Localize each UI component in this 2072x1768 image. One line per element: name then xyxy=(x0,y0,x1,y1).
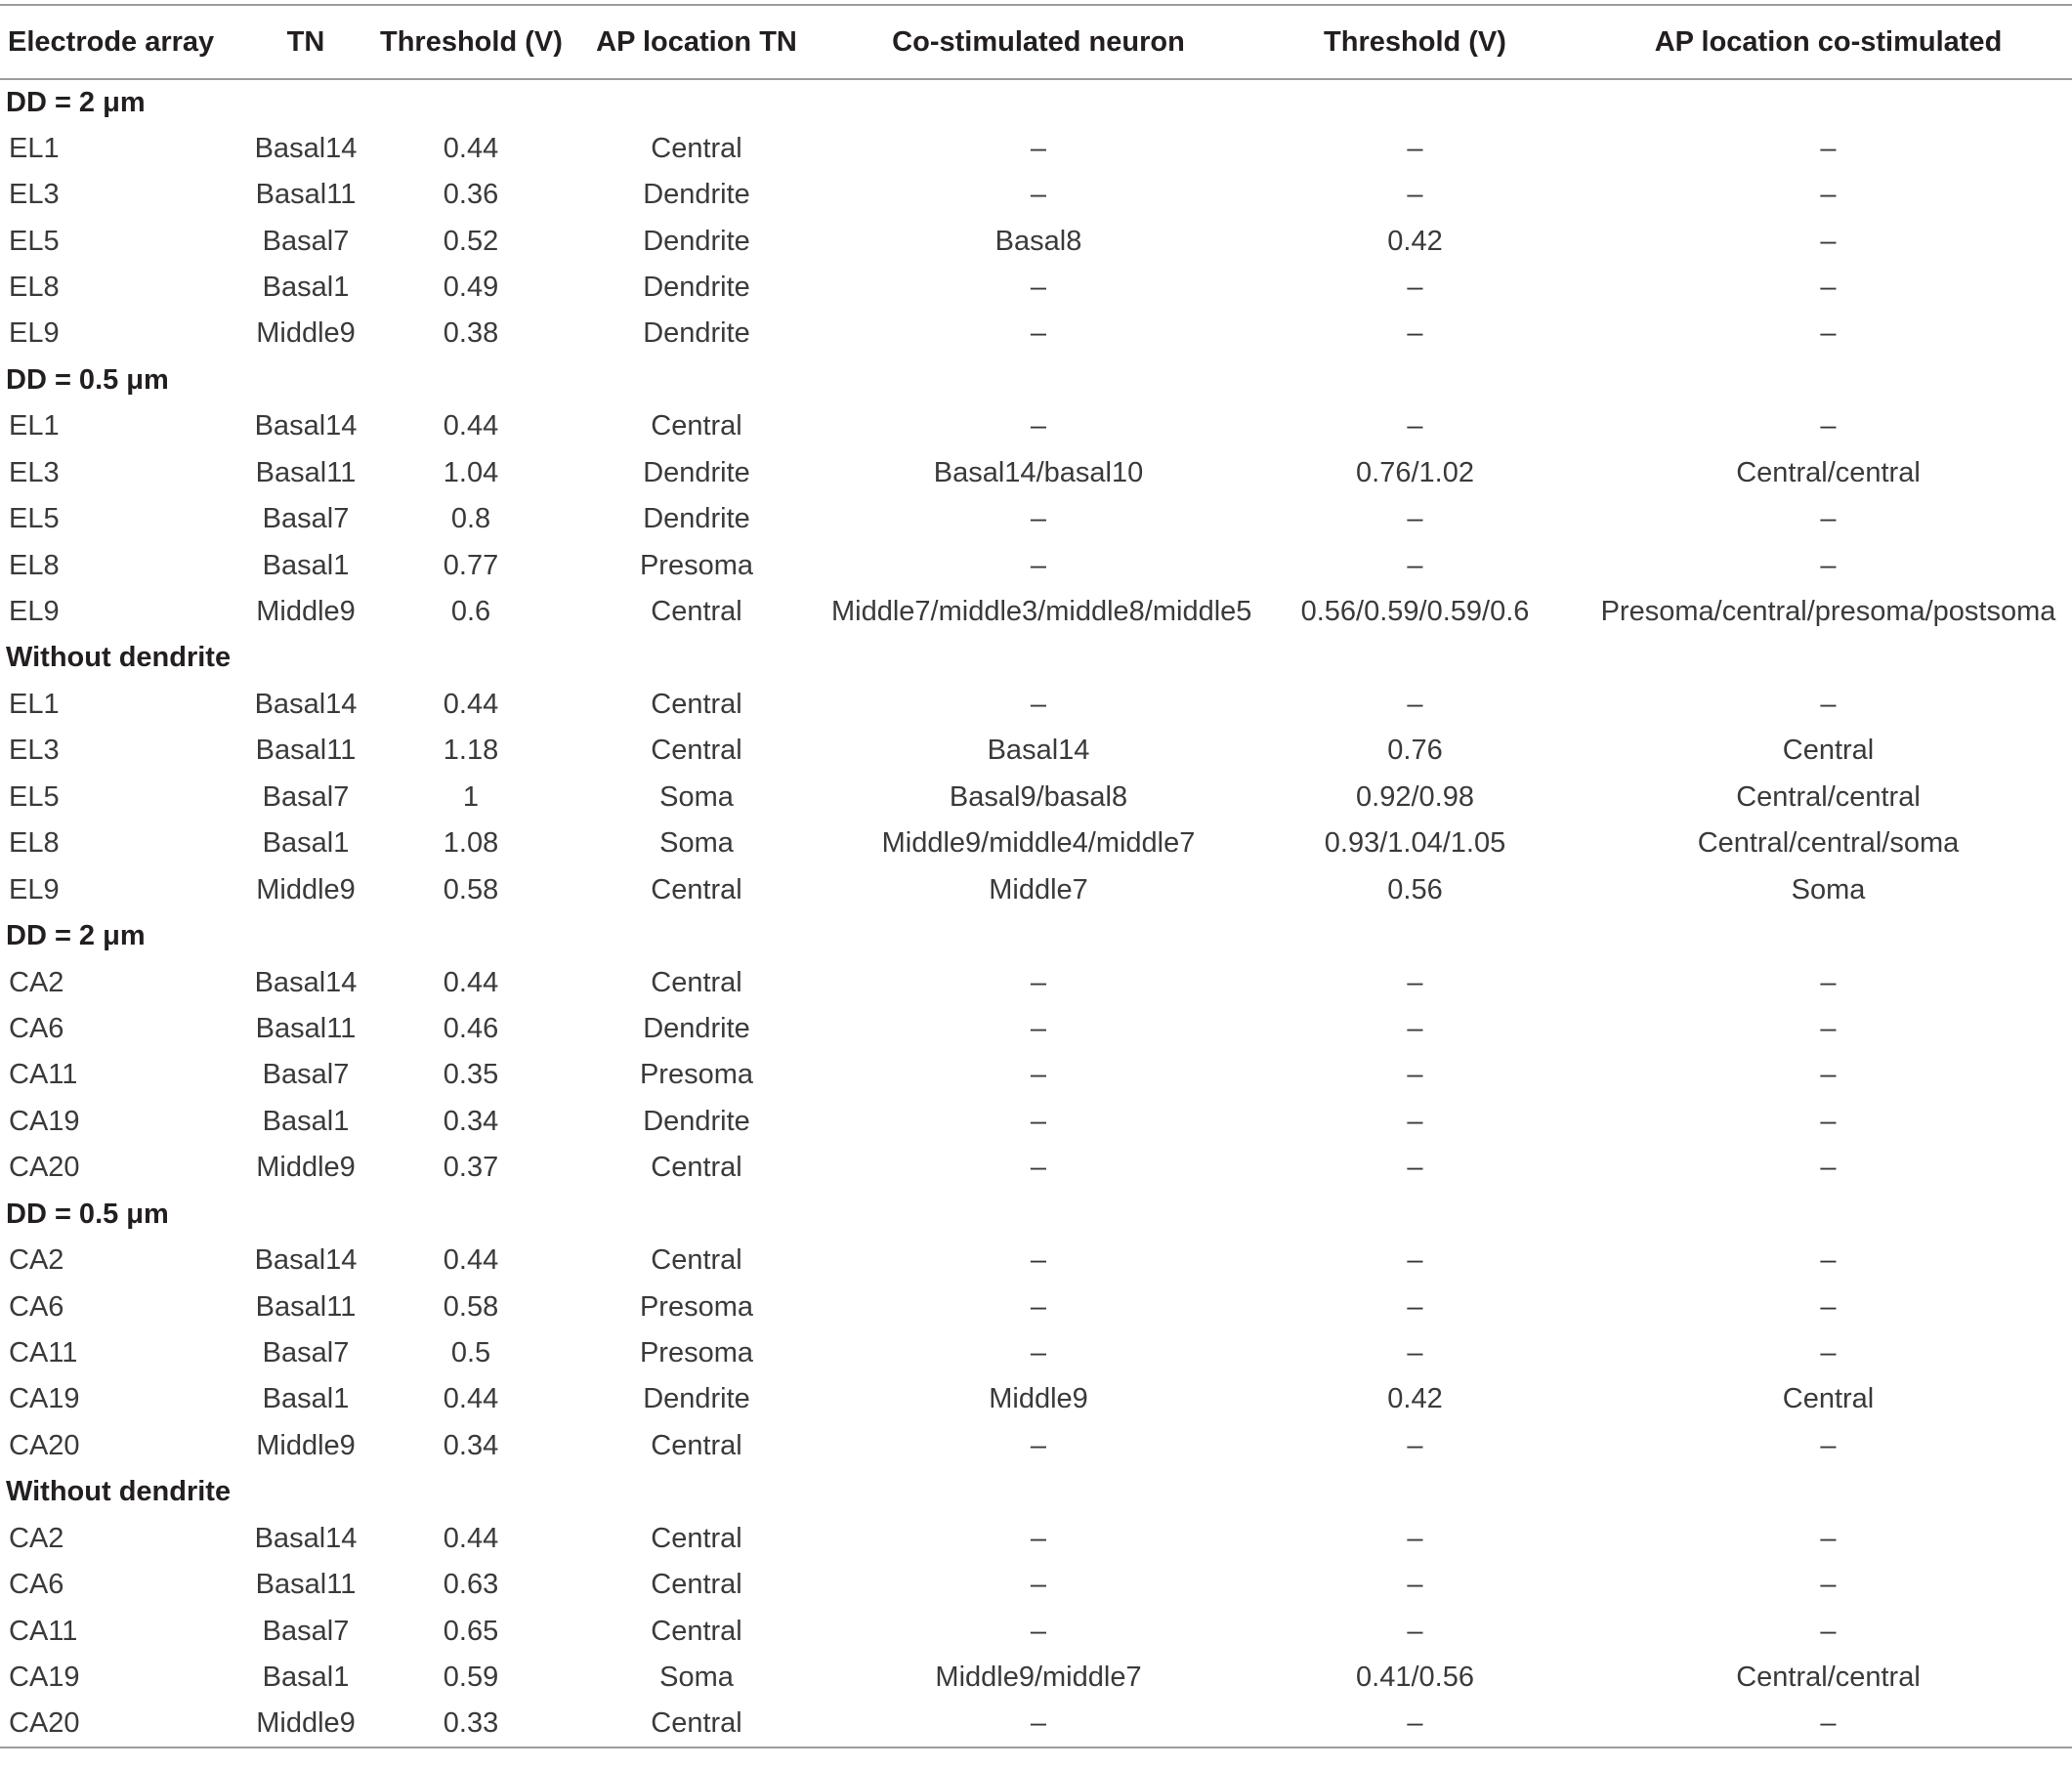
cell-threshold-tn: 0.44 xyxy=(443,1522,499,1554)
cell-electrode: CA6 xyxy=(9,1012,64,1044)
cell-ap-location-tn: Central xyxy=(651,1429,742,1461)
cell-tn: Basal1 xyxy=(262,1662,350,1694)
cell-threshold-tn: 0.6 xyxy=(450,596,491,628)
cell-threshold-co-stimulated: 0.93/1.04/1.05 xyxy=(1324,827,1506,860)
cell-threshold-co-stimulated: – xyxy=(1246,1701,1585,1747)
table-row xyxy=(0,311,2072,357)
cell-tn: Middle9 xyxy=(256,317,356,350)
cell-threshold-co-stimulated: – xyxy=(1407,549,1423,581)
cell-tn: Basal11 xyxy=(255,1012,357,1044)
cell-threshold-co-stimulated: 0.76/1.02 xyxy=(1356,456,1474,488)
table-row xyxy=(0,1238,2072,1284)
cell-ap-location-co-stimulated: Central xyxy=(1782,735,1875,767)
table-row xyxy=(0,1608,2072,1654)
cell-tn: Basal7 xyxy=(262,1059,350,1091)
cell-electrode: CA11 xyxy=(9,1337,78,1369)
cell-threshold-co-stimulated: – xyxy=(1407,503,1423,535)
table-row xyxy=(0,172,2072,218)
cell-electrode: EL8 xyxy=(9,827,60,860)
cell-threshold-tn: 0.49 xyxy=(443,271,499,303)
cell-threshold-co-stimulated: 0.76 xyxy=(1387,735,1443,767)
cell-electrode: CA20 xyxy=(9,1152,80,1184)
cell-electrode: EL1 xyxy=(9,410,60,442)
cell-ap-location-co-stimulated: – xyxy=(1820,271,1837,303)
table-header xyxy=(0,5,2072,79)
cell-co-stimulated-neuron: – xyxy=(1030,1290,1047,1323)
cell-threshold-tn: 0.35 xyxy=(443,1059,499,1091)
table-row xyxy=(0,1701,2072,1747)
cell-threshold-co-stimulated: – xyxy=(1407,1522,1423,1554)
cell-ap-location-tn: Dendrite xyxy=(643,317,750,350)
cell-threshold-tn: 0.77 xyxy=(443,549,499,581)
table-row xyxy=(0,1562,2072,1608)
cell-ap-location-tn: Presoma xyxy=(639,1059,754,1091)
cell-threshold-tn: 0.34 xyxy=(443,1429,499,1461)
cell-threshold-co-stimulated: 0.42 xyxy=(1387,1383,1443,1415)
threshold-table xyxy=(0,4,2072,1748)
cell-co-stimulated-neuron: – xyxy=(831,1701,1246,1747)
cell-co-stimulated-neuron: – xyxy=(1030,1337,1047,1369)
cell-tn: Basal14 xyxy=(254,1244,358,1277)
cell-electrode: CA19 xyxy=(9,1383,80,1415)
cell-threshold-co-stimulated: 0.41/0.56 xyxy=(1356,1662,1474,1694)
cell-ap-location-co-stimulated: – xyxy=(1820,1290,1837,1323)
cell-co-stimulated-neuron: – xyxy=(1030,317,1047,350)
cell-co-stimulated-neuron: Basal9/basal8 xyxy=(949,780,1128,813)
section-header-row xyxy=(0,79,2072,125)
cell-threshold-tn: 1 xyxy=(462,780,480,813)
cell-tn: Basal11 xyxy=(255,1569,357,1601)
cell-threshold-co-stimulated: – xyxy=(1407,317,1423,350)
cell-threshold-co-stimulated: – xyxy=(1407,132,1423,164)
cell-threshold-co-stimulated: – xyxy=(1407,688,1423,720)
section-header-row xyxy=(0,913,2072,959)
cell-ap-location-co-stimulated: Presoma/central/presoma/postsoma xyxy=(1600,596,2056,628)
cell-ap-location-co-stimulated: – xyxy=(1820,966,1837,998)
cell-co-stimulated-neuron: – xyxy=(1030,1152,1047,1184)
cell-electrode: EL8 xyxy=(9,549,60,581)
table-row xyxy=(0,218,2072,264)
cell-ap-location-co-stimulated: – xyxy=(1820,179,1837,211)
cell-co-stimulated-neuron: – xyxy=(1030,1615,1047,1647)
cell-co-stimulated-neuron: – xyxy=(1030,132,1047,164)
cell-ap-location-co-stimulated: Soma xyxy=(1791,873,1866,905)
cell-co-stimulated-neuron: Middle7 xyxy=(989,873,1088,905)
cell-co-stimulated-neuron: – xyxy=(1030,1012,1047,1044)
cell-electrode: EL9 xyxy=(9,873,60,905)
cell-ap-location-co-stimulated: – xyxy=(1820,317,1837,350)
cell-electrode: EL5 xyxy=(9,780,60,813)
cell-threshold-tn: 0.37 xyxy=(443,1152,499,1184)
cell-tn: Basal11 xyxy=(255,1290,357,1323)
cell-tn: Basal7 xyxy=(262,1337,350,1369)
cell-electrode: CA6 xyxy=(9,1290,64,1323)
cell-tn: Middle9 xyxy=(256,1429,356,1461)
cell-electrode: EL1 xyxy=(9,132,60,164)
cell-ap-location-co-stimulated: – xyxy=(1820,503,1837,535)
cell-threshold-tn: 0.44 xyxy=(443,1383,499,1415)
table-row xyxy=(0,1006,2072,1052)
section-header-row xyxy=(0,1192,2072,1238)
cell-ap-location-tn: Dendrite xyxy=(643,225,750,257)
table-row xyxy=(0,1099,2072,1145)
cell-ap-location-tn: Central xyxy=(651,1522,742,1554)
cell-ap-location-tn: Dendrite xyxy=(643,456,750,488)
cell-electrode: EL3 xyxy=(9,179,60,211)
cell-ap-location-co-stimulated: – xyxy=(1820,549,1837,581)
cell-ap-location-tn: Central xyxy=(651,1244,742,1277)
cell-threshold-tn: 0.65 xyxy=(443,1615,499,1647)
cell-ap-location-co-stimulated: – xyxy=(1820,1569,1837,1601)
cell-threshold-tn: 0.63 xyxy=(443,1569,499,1601)
cell-co-stimulated-neuron: – xyxy=(1030,271,1047,303)
cell-ap-location-co-stimulated: – xyxy=(1820,1429,1837,1461)
cell-tn: Basal11 xyxy=(255,735,357,767)
table-row xyxy=(0,496,2072,542)
cell-ap-location-co-stimulated: – xyxy=(1820,132,1837,164)
cell-ap-location-co-stimulated: – xyxy=(1820,1337,1837,1369)
cell-threshold-tn: 0.44 xyxy=(443,1244,499,1277)
cell-ap-location-co-stimulated: – xyxy=(1820,1059,1837,1091)
cell-threshold-co-stimulated: – xyxy=(1407,1105,1423,1137)
cell-ap-location-tn: Central xyxy=(651,1152,742,1184)
cell-electrode: CA2 xyxy=(9,1244,64,1277)
cell-tn: Middle9 xyxy=(256,873,356,905)
cell-threshold-tn: 0.44 xyxy=(443,132,499,164)
cell-tn: Basal14 xyxy=(254,1522,358,1554)
cell-ap-location-tn: Dendrite xyxy=(643,1383,750,1415)
cell-threshold-co-stimulated: – xyxy=(1407,1059,1423,1091)
cell-ap-location-co-stimulated: – xyxy=(1820,1012,1837,1044)
cell-tn: Basal1 xyxy=(262,827,350,860)
table-row xyxy=(0,542,2072,588)
cell-tn: Basal1 xyxy=(262,271,350,303)
cell-threshold-co-stimulated: 0.92/0.98 xyxy=(1356,780,1474,813)
cell-ap-location-tn: Dendrite xyxy=(643,503,750,535)
table-row xyxy=(0,1516,2072,1562)
cell-co-stimulated-neuron: – xyxy=(1030,966,1047,998)
section-header-row xyxy=(0,635,2072,681)
table-row xyxy=(0,821,2072,866)
cell-threshold-tn: 0.36 xyxy=(443,179,499,211)
cell-ap-location-co-stimulated: Central/central/soma xyxy=(1697,827,1960,860)
cell-threshold-co-stimulated: – xyxy=(1407,1337,1423,1369)
cell-threshold-co-stimulated: 0.42 xyxy=(1387,225,1443,257)
cell-co-stimulated-neuron: Middle9 xyxy=(989,1383,1088,1415)
cell-threshold-tn: 1.18 xyxy=(443,735,499,767)
cell-ap-location-tn: Central xyxy=(651,410,742,442)
cell-threshold-tn: 0.34 xyxy=(443,1105,499,1137)
cell-ap-location-co-stimulated: – xyxy=(1820,688,1837,720)
cell-ap-location-co-stimulated: Central xyxy=(1782,1383,1875,1415)
cell-electrode: EL3 xyxy=(9,456,60,488)
cell-co-stimulated-neuron: Middle9/middle7 xyxy=(935,1662,1142,1694)
section-title: Without dendrite xyxy=(6,642,232,674)
cell-ap-location-tn: Central xyxy=(651,1569,742,1601)
cell-ap-location-tn: Presoma xyxy=(639,1337,754,1369)
cell-threshold-co-stimulated: – xyxy=(1407,1290,1423,1323)
cell-co-stimulated-neuron: – xyxy=(1030,549,1047,581)
cell-electrode: CA6 xyxy=(9,1569,64,1601)
cell-ap-location-co-stimulated: Central/central xyxy=(1736,780,1921,813)
cell-tn: Basal14 xyxy=(254,688,358,720)
cell-electrode: EL8 xyxy=(9,271,60,303)
cell-ap-location-tn: Central xyxy=(651,1615,742,1647)
cell-threshold-tn: 0.44 xyxy=(443,966,499,998)
cell-threshold-co-stimulated: 0.56 xyxy=(1387,873,1443,905)
cell-co-stimulated-neuron: Basal8 xyxy=(994,225,1082,257)
table-row xyxy=(0,1052,2072,1098)
cell-tn: Basal14 xyxy=(254,132,358,164)
cell-tn: Basal1 xyxy=(262,549,350,581)
table-row xyxy=(0,403,2072,449)
cell-tn: Basal7 xyxy=(262,1615,350,1647)
cell-ap-location-tn: Soma xyxy=(659,827,734,860)
cell-threshold-tn: 0.8 xyxy=(450,503,491,535)
cell-co-stimulated-neuron: Middle9/middle4/middle7 xyxy=(881,827,1196,860)
cell-ap-location-tn: Central xyxy=(562,1701,831,1747)
cell-threshold-co-stimulated: – xyxy=(1407,410,1423,442)
cell-electrode: CA11 xyxy=(9,1615,78,1647)
section-title: DD = 2 μm xyxy=(6,86,146,118)
table-row xyxy=(0,1284,2072,1329)
cell-co-stimulated-neuron: – xyxy=(1030,1059,1047,1091)
cell-ap-location-co-stimulated: – xyxy=(1820,1522,1837,1554)
cell-electrode: EL5 xyxy=(9,225,60,257)
table-row xyxy=(0,1330,2072,1376)
cell-ap-location-co-stimulated: Central/central xyxy=(1736,1662,1921,1694)
cell-electrode: EL9 xyxy=(9,596,60,628)
cell-ap-location-tn: Presoma xyxy=(639,1290,754,1323)
cell-threshold-tn: 0.52 xyxy=(443,225,499,257)
cell-co-stimulated-neuron: – xyxy=(1030,1244,1047,1277)
cell-threshold-co-stimulated: – xyxy=(1407,1152,1423,1184)
header-threshold-tn: Threshold (V) xyxy=(380,5,562,79)
cell-ap-location-tn: Central xyxy=(651,596,742,628)
cell-tn: Middle9 xyxy=(256,596,356,628)
cell-co-stimulated-neuron: Basal14 xyxy=(987,735,1090,767)
cell-electrode: CA20 xyxy=(0,1701,232,1747)
cell-ap-location-co-stimulated: – xyxy=(1820,225,1837,257)
cell-threshold-tn: 0.59 xyxy=(443,1662,499,1694)
cell-tn: Basal11 xyxy=(255,179,357,211)
cell-ap-location-co-stimulated: – xyxy=(1820,1244,1837,1277)
header-row xyxy=(0,5,2072,79)
cell-threshold-co-stimulated: 0.56/0.59/0.59/0.6 xyxy=(1300,596,1530,628)
cell-threshold-co-stimulated: – xyxy=(1407,1429,1423,1461)
cell-ap-location-co-stimulated: – xyxy=(1820,1152,1837,1184)
cell-threshold-tn: 1.04 xyxy=(443,456,499,488)
cell-ap-location-co-stimulated: – xyxy=(1585,1701,2072,1747)
cell-ap-location-tn: Soma xyxy=(659,1662,734,1694)
cell-co-stimulated-neuron: – xyxy=(1030,503,1047,535)
cell-ap-location-tn: Dendrite xyxy=(643,1012,750,1044)
header-ap-location-co-stimulated: AP location co-stimulated xyxy=(1585,5,2072,79)
table-row xyxy=(0,775,2072,821)
section-header-row xyxy=(0,358,2072,403)
cell-threshold-tn: 0.38 xyxy=(443,317,499,350)
cell-tn: Basal14 xyxy=(254,966,358,998)
table-row xyxy=(0,1655,2072,1701)
cell-electrode: EL1 xyxy=(9,688,60,720)
header-electrode-array: Electrode array xyxy=(0,5,232,79)
cell-tn: Basal1 xyxy=(262,1383,350,1415)
cell-tn: Middle9 xyxy=(232,1701,380,1747)
cell-electrode: CA11 xyxy=(9,1059,78,1091)
cell-threshold-co-stimulated: – xyxy=(1407,1244,1423,1277)
cell-electrode: CA19 xyxy=(9,1105,80,1137)
cell-ap-location-tn: Central xyxy=(651,688,742,720)
cell-electrode: CA2 xyxy=(9,966,64,998)
cell-co-stimulated-neuron: – xyxy=(1030,179,1047,211)
cell-threshold-tn: 0.44 xyxy=(443,688,499,720)
table-body xyxy=(0,79,2072,1747)
cell-co-stimulated-neuron: – xyxy=(1030,1569,1047,1601)
cell-ap-location-tn: Central xyxy=(651,132,742,164)
cell-electrode: CA20 xyxy=(9,1429,80,1461)
cell-threshold-tn: 0.33 xyxy=(380,1701,562,1747)
cell-threshold-co-stimulated: – xyxy=(1407,1012,1423,1044)
cell-threshold-tn: 0.5 xyxy=(450,1337,491,1369)
cell-co-stimulated-neuron: – xyxy=(1030,1522,1047,1554)
header-threshold-co-stimulated: Threshold (V) xyxy=(1246,5,1585,79)
cell-ap-location-co-stimulated: – xyxy=(1820,1105,1837,1137)
cell-ap-location-co-stimulated: – xyxy=(1820,1615,1837,1647)
cell-threshold-tn: 0.44 xyxy=(443,410,499,442)
cell-electrode: EL9 xyxy=(9,317,60,350)
cell-tn: Basal14 xyxy=(254,410,358,442)
cell-ap-location-co-stimulated: Central/central xyxy=(1736,456,1921,488)
table-row xyxy=(0,589,2072,635)
cell-threshold-tn: 1.08 xyxy=(443,827,499,860)
table-row xyxy=(0,1376,2072,1422)
cell-tn: Basal11 xyxy=(255,456,357,488)
cell-ap-location-tn: Central xyxy=(651,966,742,998)
cell-tn: Basal7 xyxy=(262,225,350,257)
cell-ap-location-co-stimulated: – xyxy=(1820,410,1837,442)
cell-ap-location-tn: Central xyxy=(651,873,742,905)
cell-threshold-co-stimulated: – xyxy=(1407,271,1423,303)
table-row xyxy=(0,125,2072,171)
cell-co-stimulated-neuron: – xyxy=(1030,688,1047,720)
cell-threshold-tn: 0.58 xyxy=(443,1290,499,1323)
cell-threshold-tn: 0.58 xyxy=(443,873,499,905)
section-title: DD = 0.5 μm xyxy=(6,1198,169,1230)
section-title: Without dendrite xyxy=(6,1476,232,1508)
cell-threshold-co-stimulated: – xyxy=(1407,179,1423,211)
data-table-container xyxy=(0,4,2072,1748)
cell-co-stimulated-neuron: – xyxy=(1030,410,1047,442)
cell-tn: Middle9 xyxy=(256,1152,356,1184)
table-row xyxy=(0,450,2072,496)
table-row xyxy=(0,728,2072,774)
cell-ap-location-tn: Dendrite xyxy=(643,1105,750,1137)
cell-ap-location-tn: Soma xyxy=(659,780,734,813)
section-title: DD = 0.5 μm xyxy=(6,363,169,396)
cell-co-stimulated-neuron: – xyxy=(1030,1105,1047,1137)
table-row xyxy=(0,866,2072,912)
cell-tn: Basal7 xyxy=(262,780,350,813)
cell-ap-location-tn: Central xyxy=(651,735,742,767)
header-ap-location-tn: AP location TN xyxy=(562,5,831,79)
table-row xyxy=(0,959,2072,1005)
cell-co-stimulated-neuron: – xyxy=(1030,1429,1047,1461)
cell-co-stimulated-neuron: Basal14/basal10 xyxy=(933,456,1144,488)
section-header-row xyxy=(0,1469,2072,1515)
table-row xyxy=(0,265,2072,311)
cell-threshold-co-stimulated: – xyxy=(1407,1569,1423,1601)
table-row xyxy=(0,1145,2072,1191)
cell-tn: Basal1 xyxy=(262,1105,350,1137)
header-tn: TN xyxy=(232,5,380,79)
cell-tn: Basal7 xyxy=(262,503,350,535)
cell-threshold-co-stimulated: – xyxy=(1407,966,1423,998)
cell-electrode: EL3 xyxy=(9,735,60,767)
cell-ap-location-tn: Dendrite xyxy=(643,179,750,211)
table-row xyxy=(0,1423,2072,1469)
header-co-stimulated-neuron: Co-stimulated neuron xyxy=(831,5,1246,79)
cell-electrode: CA19 xyxy=(9,1662,80,1694)
table-row xyxy=(0,682,2072,728)
cell-threshold-tn: 0.46 xyxy=(443,1012,499,1044)
cell-threshold-co-stimulated: – xyxy=(1407,1615,1423,1647)
cell-ap-location-tn: Presoma xyxy=(639,549,754,581)
cell-ap-location-tn: Dendrite xyxy=(643,271,750,303)
cell-electrode: EL5 xyxy=(9,503,60,535)
section-title: DD = 2 μm xyxy=(6,920,146,952)
cell-electrode: CA2 xyxy=(9,1522,64,1554)
cell-co-stimulated-neuron: Middle7/middle3/middle8/middle5 xyxy=(831,596,1252,628)
